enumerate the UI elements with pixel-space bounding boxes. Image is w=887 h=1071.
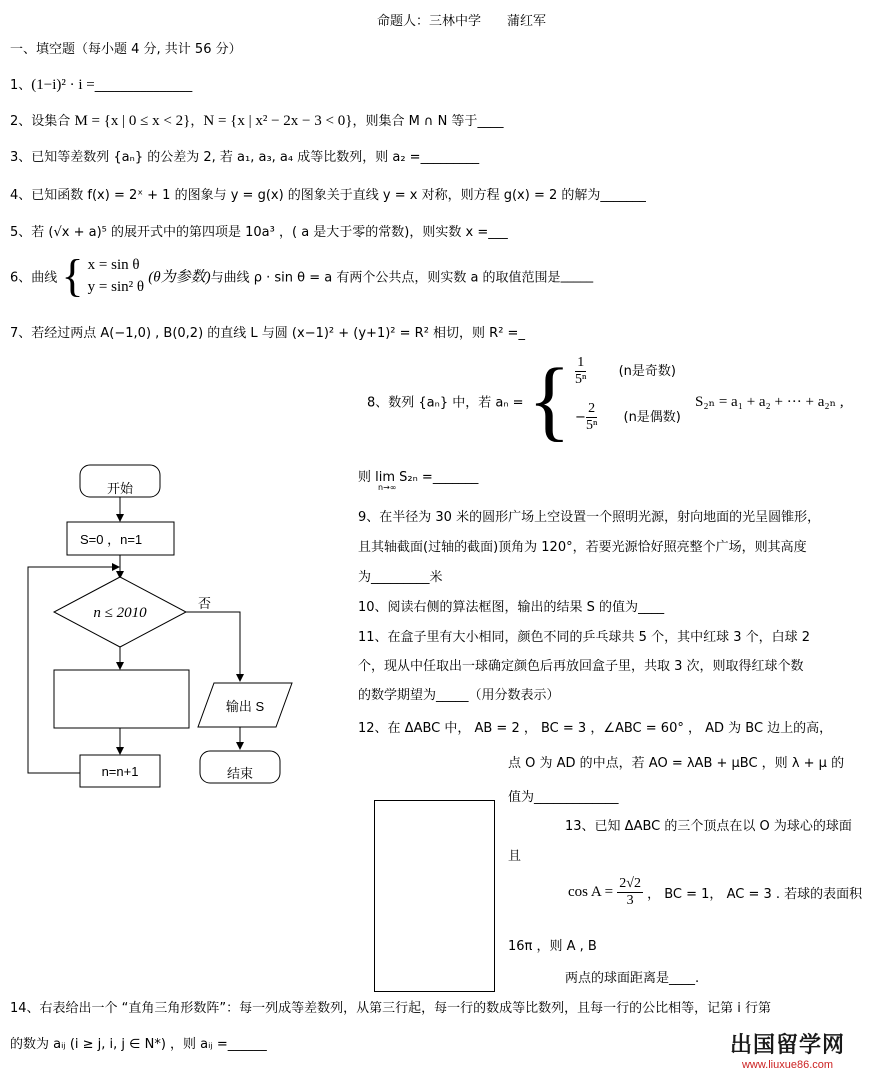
- triangle-array-table-box: [374, 800, 495, 992]
- question-13-cos: cos A = $\frac{2√2}{3}$ ， BC = 1， AC = 3 . 若球的表面积: [568, 876, 863, 908]
- question-3: 3、已知等差数列 {aₙ} 的公差为 2, 若 a₁, a₃, a₄ 成等比数列，则 a₂ =_________: [10, 150, 480, 165]
- question-9-line-2: 且其轴截面(过轴的截面)顶角为 120°，若要光源恰好照亮整个广场，则其高度: [358, 540, 807, 555]
- question-12-line-2: 点 O 为 AD 的中点，若 AO = λAB + μBC ，则 λ + μ 的: [508, 756, 845, 771]
- watermark-title: 出国留学网: [730, 1033, 846, 1058]
- question-11-line-1: 11、在盒子里有大小相同，颜色不同的乒乓球共 5 个，其中红球 3 个，白球 2: [358, 630, 811, 645]
- question-14-line-2: 的数为 aᵢⱼ (i ≥ j, i, j ∈ N*) ，则 aᵢⱼ =______: [10, 1037, 267, 1052]
- question-13-line-5: 两点的球面距离是____.: [565, 971, 700, 986]
- question-1: 1、(1−i)² · i =_______________: [10, 77, 193, 93]
- question-10: 10、阅读右侧的算法框图，输出的结果 S 的值为____: [358, 600, 665, 615]
- question-8: 8、数列 {aₙ} 中，若 aₙ = { $\frac{1}{\text{5ⁿ}}$ (n是奇数) − $\frac{2}{\text{5ⁿ}}$ (n是偶数) S₂ₙ = a₁ + a₂ + ··· + a₂ₙ ,: [367, 351, 844, 450]
- question-14-line-1: 14、右表给出一个 “直角三角形数阵”：每一列成等差数列，从第三行起，每一行的数成等比数列，且每一行的公比相等，记第 i 行第: [10, 1001, 772, 1016]
- question-13-line-1: 13、已知 ΔABC 的三个顶点在以 O 为球心的球面: [565, 819, 852, 834]
- watermark-url: www.liuxue86.com: [741, 1059, 834, 1071]
- algorithm-flowchart: [0, 455, 330, 795]
- flowchart-process-box: [54, 670, 189, 728]
- flowchart-no-label: 否: [198, 596, 212, 611]
- question-5: 5、若 (√x + a)⁵ 的展开式中的第四项是 10a³ ，( a 是大于零的常数)，则实数 x =___: [10, 225, 508, 240]
- page-header-author: 命题人：三林中学 蒲红军: [377, 14, 547, 29]
- site-watermark: [730, 1028, 845, 1071]
- flowchart-output-label: 输出 S: [225, 699, 265, 714]
- question-4: 4、已知函数 f(x) = 2ˣ + 1 的图象与 y = g(x) 的图象关于直线 y = x 对称，则方程 g(x) = 2 的解为_______: [10, 188, 646, 203]
- section-title: 一、填空题（每小题 4 分, 共计 56 分）: [10, 42, 242, 57]
- flowchart-increment-label: n=n+1: [101, 764, 139, 779]
- question-9-line-1: 9、在半径为 30 米的圆形广场上空设置一个照明光源，射向地面的光呈圆锥形，: [358, 510, 821, 525]
- flowchart-decision-label: n ≤ 2010: [93, 605, 147, 621]
- question-13-line-2: 且: [508, 849, 522, 864]
- question-9-line-3: 为_________米: [358, 570, 443, 585]
- question-6: 6、曲线 { x = sin θ y = sin² θ (θ为参数)与曲线 ρ · sin θ = a 有两个公共点，则实数 a 的取值范围是_____: [10, 250, 594, 301]
- question-11-line-2: 个，现从中任取出一球确定颜色后再放回盒子里，共取 3 次，则取得红球个数: [358, 659, 804, 674]
- question-7: 7、若经过两点 A(−1,0) , B(0,2) 的直线 L 与圆 (x−1)² + (y+1)² = R² 相切，则 R² =_: [10, 326, 525, 341]
- question-11-line-3: 的数学期望为_____（用分数表示）: [358, 688, 560, 703]
- question-12-line-1: 12、在 ΔABC 中， AB = 2 ， BC = 3 ，∠ABC = 60° ， AD 为 BC 边上的高，: [358, 721, 833, 736]
- question-13-line-4: 16π ，则 A , B: [508, 939, 597, 954]
- question-2: 2、设集合 M = {x | 0 ≤ x < 2}，N = {x | x² − 2x − 3 < 0}，则集合 M ∩ N 等于____: [10, 113, 504, 129]
- question-12-line-3: 值为_____________: [508, 790, 619, 805]
- flowchart-init-label: S=0 ，n=1: [80, 532, 143, 547]
- question-8-limit: 则 lim S₂ₙ =_______: [358, 470, 479, 485]
- flowchart-start-label: 开始: [106, 481, 134, 496]
- question-8-limit-sub: n→∞: [378, 483, 397, 492]
- flowchart-end-label: 结束: [226, 766, 254, 781]
